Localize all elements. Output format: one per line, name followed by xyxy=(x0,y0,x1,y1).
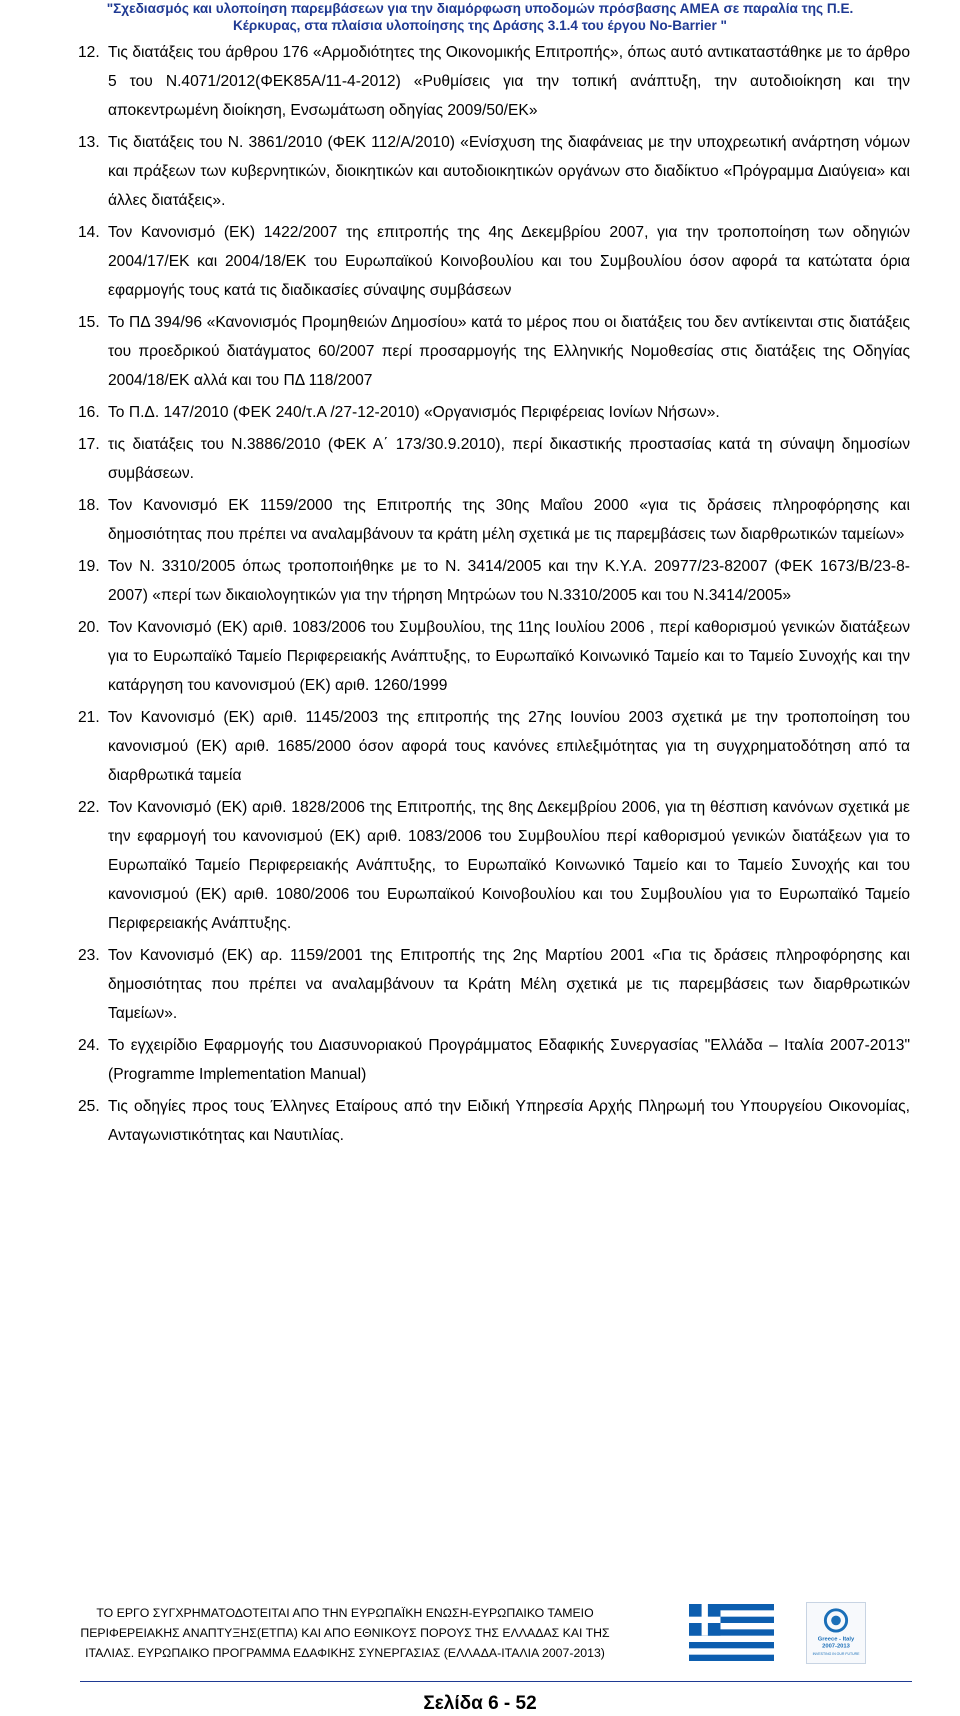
document-header xyxy=(0,0,960,36)
list-item xyxy=(78,703,910,790)
funding-line-3: ΙΤΑΛΙΑΣ. ΕΥΡΩΠΑΙΚΟ ΠΡΟΓΡΑΜΜΑ ΕΔΑΦΙΚΗΣ ΣΥΝΕΡΓΑΣΙΑΣ (ΕΛΛΑΔΑ-ΙΤΑΛΙΑ 2007-2013) xyxy=(85,1646,605,1660)
greece-italy-programme-logo xyxy=(806,1602,866,1664)
item-number: 21. xyxy=(78,709,100,726)
list-item xyxy=(78,218,910,305)
item-text: Τον Κανονισμό (ΕΚ) αριθ. 1145/2003 της επιτροπής της 27ης Ιουνίου 2003 σχετικά με την τροποποίηση του κανονισμού (ΕΚ) αριθ. 1685/2000 όσον αφορά τους κανόνες επιλεξιμότητας για τη συγχρηματοδότηση από τα διαρθρωτικά ταμεία xyxy=(108,709,910,784)
list-item xyxy=(78,430,910,488)
logo-text-1: Greece - Italy xyxy=(817,1636,855,1643)
item-number: 24. xyxy=(78,1037,100,1054)
item-text: Τις οδηγίες προς τους Έλληνες Εταίρους από την Ειδική Υπηρεσία Αρχής Πληρωμή του Υπουργείου Οικονομίας, Ανταγωνιστικότητας και Ναυτιλίας. xyxy=(108,1098,910,1144)
funding-statement xyxy=(80,1603,610,1663)
item-text: Τον Κανονισμό (ΕΚ) 1422/2007 της επιτροπής της 4ης Δεκεμβρίου 2007, για την τροποποίηση των οδηγιών 2004/17/ΕΚ και 2004/18/ΕΚ του Ευρωπαϊκού Κοινοβουλίου και του Συμβουλίου όσον αφορά τα κατώτατα όρια εφαρμογής τους κατά τις διαδικασίες σύναψης συμβάσεων xyxy=(108,224,910,299)
item-text: Το εγχειρίδιο Εφαρμογής του Διασυνοριακού Προγράμματος Εδαφικής Συνεργασίας "Ελλάδα – Ιταλία 2007-2013" (Programme Implementation Manual) xyxy=(108,1037,910,1083)
list-item xyxy=(78,398,910,427)
list-item xyxy=(78,793,910,938)
legal-references-list xyxy=(78,38,910,1153)
item-number: 23. xyxy=(78,947,100,964)
item-number: 15. xyxy=(78,314,100,331)
list-item xyxy=(78,308,910,395)
item-text: Το ΠΔ 394/96 «Κανονισμός Προμηθειών Δημοσίου» κατά το μέρος που οι διατάξεις του δεν αντίκεινται στις διατάξεις του προεδρικού διατάγματος 60/2007 περί προσαρμογής της Ελληνικής Νομοθεσίας στις διατάξεις της Οδηγίας 2004/18/ΕΚ αλλά και του ΠΔ 118/2007 xyxy=(108,314,910,389)
logo-text-3: INVESTING IN OUR FUTURE xyxy=(812,1652,860,1657)
greek-flag-icon xyxy=(689,1604,774,1661)
item-number: 19. xyxy=(78,558,100,575)
funding-line-2: ΠΕΡΙΦΕΡΕΙΑΚΗΣ ΑΝΑΠΤΥΞΗΣ(ΕΤΠΑ) ΚΑΙ ΑΠΟ ΕΘΝΙΚΟΥΣ ΠΟΡΟΥΣ ΤΗΣ ΕΛΛΑΔΑΣ ΚΑΙ ΤΗΣ xyxy=(80,1626,610,1640)
item-text: Το Π.Δ. 147/2010 (ΦΕΚ 240/τ.Α /27-12-2010) «Οργανισμός Περιφέρειας Ιονίων Νήσων». xyxy=(108,404,720,421)
item-text: Τον Κανονισμό ΕΚ 1159/2000 της Επιτροπής της 30ης Μαΐου 2000 «για τις δράσεις πληροφόρησης και δημοσιότητας που πρέπει να αναλαμβάνουν τα κράτη μέλη σχετικά με τις παρεμβάσεις των διαρθρωτικών ταμείων» xyxy=(108,497,910,543)
list-item xyxy=(78,613,910,700)
funding-line-1: ΤΟ ΕΡΓΟ ΣΥΓΧΡΗΜΑΤΟΔΟΤΕΙΤΑΙ ΑΠΟ ΤΗΝ ΕΥΡΩΠΑΪΚΗ ΕΝΩΣΗ-ΕΥΡΩΠΑΙΚΟ ΤΑΜΕΙΟ xyxy=(96,1606,594,1620)
item-text: Τον Ν. 3310/2005 όπως τροποποιήθηκε με το Ν. 3414/2005 και την Κ.Υ.Α. 20977/23-82007 (ΦΕΚ 1673/Β/23-8-2007) «περί των δικαιολογητικών για την τήρηση Μητρώων του Ν.3310/2005 και του Ν.3414/2005» xyxy=(108,558,910,604)
item-number: 13. xyxy=(78,134,100,151)
list-item xyxy=(78,1092,910,1150)
item-number: 17. xyxy=(78,436,100,453)
item-text: Τον Κανονισμό (ΕΚ) αριθ. 1083/2006 του Συμβουλίου, της 11ης Ιουλίου 2006 , περί καθορισμού γενικών διατάξεων για το Ευρωπαϊκό Ταμείο Περιφερειακής Ανάπτυξης, το Ευρωπαϊκό Κοινωνικό Ταμείο και το Ταμείο Συνοχής και την κατάργηση του κανονισμού (ΕΚ) αριθ. 1260/1999 xyxy=(108,619,910,694)
list-item xyxy=(78,552,910,610)
item-text: Τον Κανονισμό (ΕΚ) αρ. 1159/2001 της Επιτροπής της 2ης Μαρτίου 2001 «Για τις δράσεις πληροφόρησης και δημοσιότητας που πρέπει να αναλαμβάνουν τα Κράτη Μέλη σχετικά με τις παρεμβάσεις των διαρθρωτικών Ταμείων». xyxy=(108,947,910,1022)
list-item xyxy=(78,941,910,1028)
list-item xyxy=(78,38,910,125)
header-line-2: Κέρκυρας, στα πλαίσια υλοποίησης της Δράσης 3.1.4 του έργου No-Barrier " xyxy=(232,18,728,33)
list-item xyxy=(78,1031,910,1089)
item-number: 25. xyxy=(78,1098,100,1115)
item-number: 22. xyxy=(78,799,100,816)
item-text: Τον Κανονισμό (ΕΚ) αριθ. 1828/2006 της Επιτροπής, της 8ης Δεκεμβρίου 2006, για τη θέσπιση κανόνων σχετικά με την εφαρμογή του κανονισμού (ΕΚ) αριθ. 1083/2006 του Συμβουλίου περί καθορισμού γενικών διατάξεων για το Ευρωπαϊκό Ταμείο Περιφερειακής Ανάπτυξης, το Ευρωπαϊκό Κοινωνικό Ταμείο και το Ταμείο Συνοχής και του κανονισμού (ΕΚ) αριθ. 1080/2006 του Ευρωπαϊκού Κοινοβουλίου και του Συμβουλίου για το Ευρωπαϊκό Ταμείο Περιφερειακής Ανάπτυξης. xyxy=(108,799,910,932)
footer-divider xyxy=(80,1681,912,1682)
list-item xyxy=(78,128,910,215)
item-number: 12. xyxy=(78,44,100,61)
item-text: Τις διατάξεις του άρθρου 176 «Αρμοδιότητες της Οικονομικής Επιτροπής», όπως αυτό αντικαταστάθηκε με το άρθρο 5 του Ν.4071/2012(ΦΕΚ85Α/11-4-2012) «Ρυθμίσεις για την τοπική ανάπτυξη, την αυτοδιοίκηση και την αποκεντρωμένη διοίκηση, Ενσωμάτωση οδηγίας 2009/50/ΕΚ» xyxy=(108,44,910,119)
item-text: Τις διατάξεις του Ν. 3861/2010 (ΦΕΚ 112/Α/2010) «Ενίσχυση της διαφάνειας με την υποχρεωτική ανάρτηση νόμων και πράξεων των κυβερνητικών, διοικητικών και αυτοδιοικητικών οργάνων στο διαδίκτυο «Πρόγραμμα Διαύγεια» και άλλες διατάξεις». xyxy=(108,134,910,209)
item-number: 18. xyxy=(78,497,100,514)
page-number: Σελίδα 6 - 52 xyxy=(423,1693,537,1714)
logo-text-2: 2007-2013 xyxy=(822,1643,850,1650)
list-item xyxy=(78,491,910,549)
item-text: τις διατάξεις του Ν.3886/2010 (ΦΕΚ Α΄ 173/30.9.2010), περί δικαστικής προστασίας κατά τη σύναψη δημοσίων συμβάσεων. xyxy=(108,436,910,482)
item-number: 14. xyxy=(78,224,100,241)
item-number: 16. xyxy=(78,404,100,421)
item-number: 20. xyxy=(78,619,100,636)
header-line-1: "Σχεδιασμός και υλοποίηση παρεμβάσεων για την διαμόρφωση υποδομών πρόσβασης ΑΜΕΑ σε παραλία της Π.Ε. xyxy=(106,1,854,16)
